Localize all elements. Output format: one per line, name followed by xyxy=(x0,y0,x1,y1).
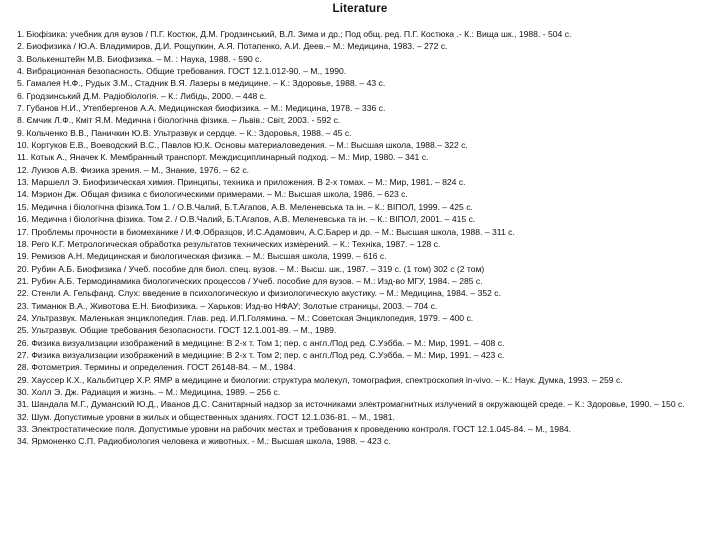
reference-item: 12. Луизов А.В. Физика зрения. – М., Знание, 1976. – 62 с. xyxy=(17,164,250,175)
reference-item: 18. Рего К.Г. Метрологическая обработка результатов технических измерений. – К.: Техніка, 1987. – 128 с. xyxy=(17,238,441,249)
reference-item: 5. Гамалея Н.Ф., Рудых З.М., Стадник В.Я. Лазеры в медицине. – К.: Здоровье, 1988. – 43 с. xyxy=(17,78,386,89)
reference-item: 10. Кортуков Е.В., Воеводский В.С., Павлов Ю.К. Основы материаловедения. – М.: Высшая школа, 1988.– 322 с. xyxy=(17,140,468,151)
reference-item: 26. Физика визуализации изображений в медицине: В 2-х т. Том 1; пер. с англ./Под ред. С.Уэбба. – М.: Мир, 1991. – 408 с. xyxy=(17,337,505,348)
reference-item: 32. Шум. Допустимые уровни в жилых и общественных зданиях. ГОСТ 12.1.036-81. – М., 1981. xyxy=(17,411,395,422)
reference-item: 11. Котык А., Яначек К. Мембранный транспорт. Междисциплинарный подход. – М.: Мир, 1980. – 341 с. xyxy=(17,152,429,163)
reference-item: 25. Ультразвук. Общие требования безопасности. ГОСТ 12.1.001-89. – М., 1989. xyxy=(17,325,337,336)
reference-item: 3. Волькенштейн М.В. Биофизика. – М. : Наука, 1988. - 590 с. xyxy=(17,53,262,64)
reference-item: 8. Ємчик Л.Ф., Кміт Я.М. Медична і біологічна фізика. – Львів.: Світ, 2003. - 592 с. xyxy=(17,115,341,126)
reference-item: 24. Ультразвук. Маленькая энциклопедия. Глав. ред. И.П.Голямина. – М.: Советская Энциклопедия, 1979. – 400 с. xyxy=(17,312,474,323)
reference-item: 4. Вибрационная безопасность. Общие требования. ГОСТ 12.1.012-90. – М., 1990. xyxy=(17,66,347,77)
reference-item: 21. Рубин А.Б. Термодинамика биологических процессов / Учеб. пособие для вузов. – М.: Изд-во МГУ, 1984. – 285 с. xyxy=(17,275,483,286)
reference-item: 9. Кольченко В.В., Паничкин Ю.В. Ультразвук и сердце. – К.: Здоровья, 1988. – 45 с. xyxy=(17,127,352,138)
reference-item: 28. Фотометрия. Термины и определения. ГОСТ 26148-84. – М., 1984. xyxy=(17,362,296,373)
reference-item: 15. Медична і біологічна фізика.Том 1. / О.В.Чалий, Б.Т.Агапов, А.В. Меленевська та ін. – К.: ВІПОЛ, 1999. – 425 с. xyxy=(17,201,473,212)
reference-item: 27. Физика визуализации изображений в медицине: В 2-х т. Том 2; пер. с англ./Под ред. С.Уэбба. – М.: Мир, 1991. – 423 с. xyxy=(17,349,505,360)
reference-item: 1. Біофізика: учебник для вузов / П.Г. Костюк, Д.М. Гродзинський, В.Л. Зима и др.; Под общ. ред. П.Г. Костюка .- К.: Вища шк., 1988. - 504 с. xyxy=(17,29,572,39)
reference-item: 33. Электростатические поля. Допустимые уровни на рабочих местах и требования к проведению контроля. ГОСТ 12.1.045-84. – М., 1984. xyxy=(17,424,572,434)
reference-item: 34. Ярмоненко С.П. Радиобиология человека и животных. - М.: Высшая школа, 1988. – 423 с. xyxy=(17,436,391,447)
reference-item: 20. Рубин А.Б. Биофизика / Учеб. пособие для биол. спец. вузов. – М.: Высш. шк., 1987. – 319 с. (1 том) 302 с (2 том) xyxy=(17,263,485,274)
reference-item: 30. Холл Э. Дж. Радиация и жизнь. – М.: Медицина, 1989. – 256 с. xyxy=(17,386,281,397)
reference-item: 7. Губанов Н.И., Утепбергенов А.А. Медицинская биофизика. – М.: Медицина, 1978. – 336 с. xyxy=(17,103,386,114)
reference-item: 16. Медична і біологічна фізика. Том 2. / О.В.Чалий, Б.Т.Агапов, А.В. Меленевська та ін. – К.: ВІПОЛ, 2001. – 415 с. xyxy=(17,214,476,225)
reference-item: 23. Тиманюк В.А., Животова Е.Н. Биофизика. – Харьков: Изд-во НФАУ; Золотые страницы, 2003. – 704 с. xyxy=(17,300,438,311)
reference-item: 13. Маршелл Э. Биофизическая химия. Принципы, техника и приложения. В 2-х томах. – М.: Мир, 1981. – 824 с. xyxy=(17,177,466,188)
reference-list xyxy=(17,28,711,448)
reference-item: 2. Биофизика / Ю.А. Владимиров, Д.И. Рощупкин, А.Я. Потапенко, А.И. Деев.– М.: Медицина, 1983. – 272 с. xyxy=(17,41,448,52)
reference-item: 14. Мэрион Дж. Общая физика с биологическими примерами. – М.: Высшая школа, 1986. – 623 с. xyxy=(17,189,408,200)
reference-item: 6. Гродзинський Д.М. Радіобіологія. – К.: Либідь, 2000. – 448 с. xyxy=(17,90,267,101)
reference-item: 22. Стенли А. Гельфанд. Слух: введение в психологическую и физиологическую акустику. – М.: Медицина, 1984. – 352 с. xyxy=(17,288,501,299)
reference-item: 29. Хауссер К.Х., Кальбитцер Х.Р. ЯМР в медицине и биологии: структура молекул, томография, спектроскопия in-vivo. – К.: Наук. Думка, 1993. – 259 с. xyxy=(17,374,623,385)
reference-item: 17. Проблемы прочности в биомеханике / И.Ф.Образцов, И.С.Адамович, А.С.Барер и др. – М.: Высшая школа, 1988. – 311 с. xyxy=(17,226,515,237)
page-title: Literature xyxy=(332,3,388,15)
reference-item: 19. Ремизов А.Н. Медицинская и биологическая физика. – М.: Высшая школа, 1999. – 616 с. xyxy=(17,251,387,262)
reference-item: 31. Шандала М.Г., Думанский Ю.Д., Иванов Д.С. Санитарный надзор за источниками электромагнитных излучений в окружающей среде. – К.: Здоровье, 1990. – 150 с. xyxy=(17,399,685,410)
